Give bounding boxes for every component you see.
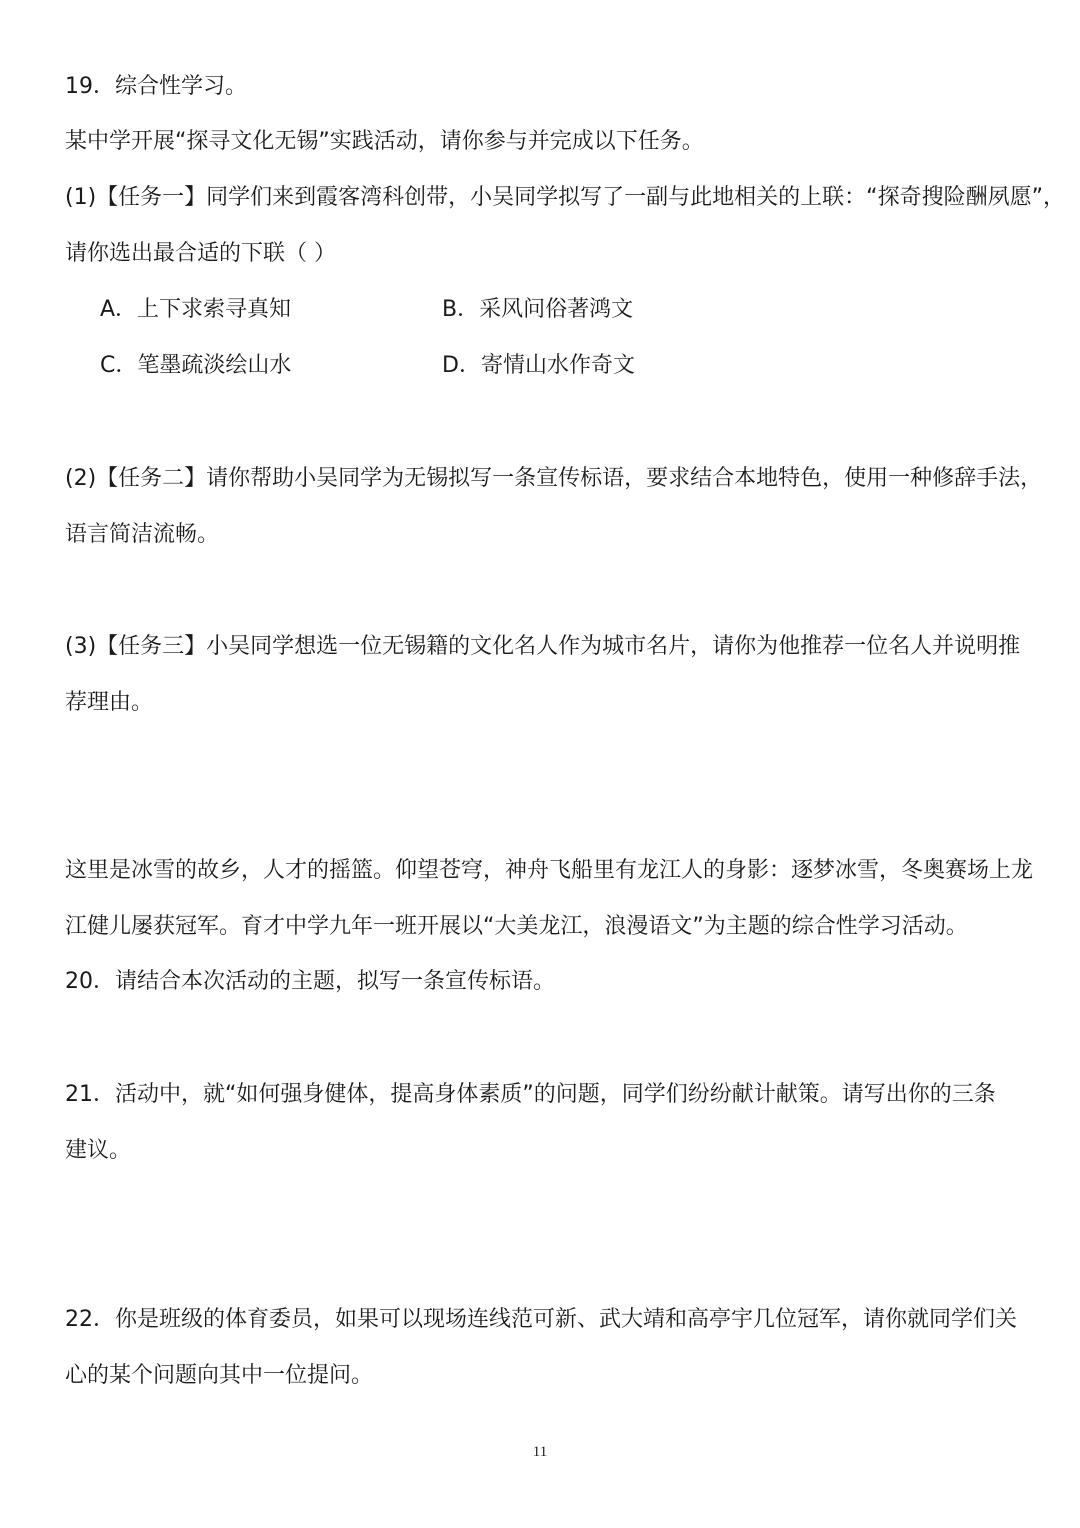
q19-option-c: C．笔墨疏淡绘山水 — [100, 353, 292, 378]
q19-task1-line1: (1)【任务一】同学们来到霞客湾科创带，小吴同学拟写了一副与此地相关的上联：“探奇搜险酬夙愿”， — [65, 185, 1065, 210]
q19-title: 19．综合性学习。 — [65, 74, 247, 99]
page-number: 11 — [532, 1444, 548, 1460]
q21-line2: 建议。 — [65, 1138, 132, 1163]
q19-task2-line1: (2)【任务二】请你帮助小吴同学为无锡拟写一条宣传标语，要求结合本地特色，使用一种修辞手法， — [65, 466, 1043, 491]
q19-option-a: A．上下求索寻真知 — [100, 297, 292, 322]
passage-line2: 江健儿屡获冠军。育才中学九年一班开展以“大美龙江，浪漫语文”为主题的综合性学习活动。 — [65, 914, 968, 939]
passage-line1: 这里是冰雪的故乡，人才的摇篮。仰望苍穹，神舟飞船里有龙江人的身影：逐梦冰雪，冬奥赛场上龙 — [65, 858, 1034, 883]
q22-line2: 心的某个问题向其中一位提问。 — [65, 1363, 374, 1388]
q19-task1-line2: 请你选出最合适的下联（ ） — [65, 241, 336, 266]
q19-task3-line1: (3)【任务三】小吴同学想选一位无锡籍的文化名人作为城市名片，请你为他推荐一位名人并说明推 — [65, 634, 1021, 659]
q22-line1: 22．你是班级的体育委员，如果可以现场连线范可新、武大靖和高亭宇几位冠军，请你就同学们关 — [65, 1307, 1017, 1332]
q19-task3-line2: 荐理由。 — [65, 690, 154, 715]
q19-intro: 某中学开展“探寻文化无锡”实践活动，请你参与并完成以下任务。 — [65, 129, 704, 154]
q19-option-b: B．采风问俗著鸿文 — [442, 297, 634, 322]
q19-task2-line2: 语言简洁流畅。 — [65, 522, 220, 547]
q19-option-d: D．寄情山水作奇文 — [442, 353, 635, 378]
q21-line1: 21．活动中，就“如何强身健体，提高身体素质”的问题，同学们纷纷献计献策。请写出你的三条 — [65, 1082, 996, 1107]
q20-line1: 20．请结合本次活动的主题，拟写一条宣传标语。 — [65, 969, 555, 994]
